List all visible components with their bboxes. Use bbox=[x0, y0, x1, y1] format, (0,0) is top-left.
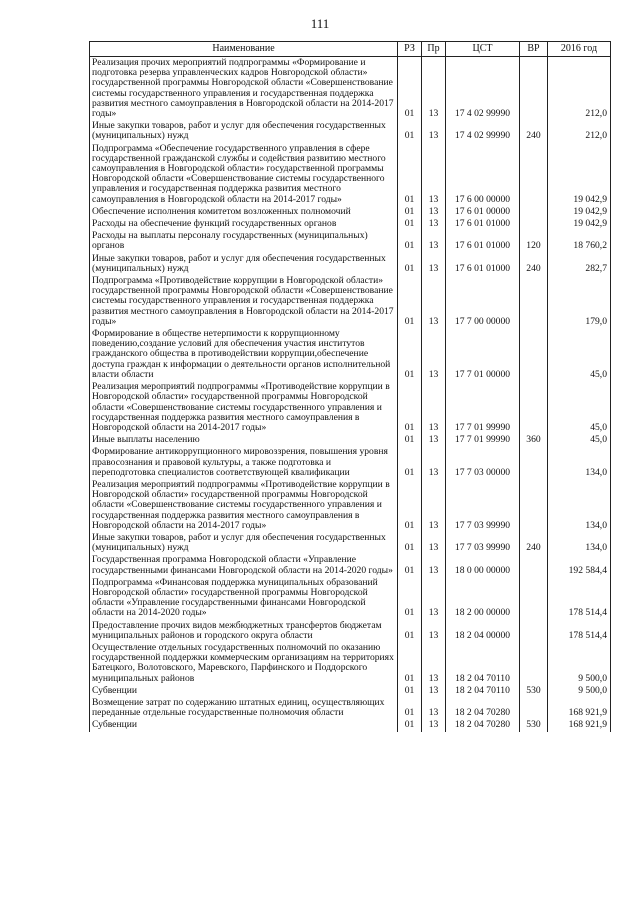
page-number: 111 bbox=[310, 16, 330, 31]
row-rz: 01 bbox=[398, 479, 422, 532]
row-pr: 13 bbox=[422, 253, 446, 275]
column-header-rz: РЗ bbox=[398, 42, 422, 57]
row-rz: 01 bbox=[398, 218, 422, 230]
row-vr bbox=[520, 577, 548, 620]
row-rz: 01 bbox=[398, 120, 422, 142]
row-pr: 13 bbox=[422, 230, 446, 252]
table-row bbox=[90, 479, 611, 532]
row-name: Субвенции bbox=[90, 685, 398, 697]
row-sum: 134,0 bbox=[548, 532, 611, 554]
row-sum: 168 921,9 bbox=[548, 697, 611, 719]
row-cst: 17 6 01 01000 bbox=[446, 230, 520, 252]
row-rz: 01 bbox=[398, 381, 422, 434]
row-pr: 13 bbox=[422, 381, 446, 434]
row-pr: 13 bbox=[422, 143, 446, 206]
row-pr: 13 bbox=[422, 446, 446, 479]
row-name: Реализация мероприятий подпрограммы «Противодействие коррупции в Новгородской области» государственной программы Новгородской области «Совершенствование системы государственного управления и государственная поддержка развития местного самоуправления в Новгородской области на 2014-2017 годы» bbox=[90, 381, 398, 434]
row-sum: 9 500,0 bbox=[548, 685, 611, 697]
row-cst: 17 7 01 99990 bbox=[446, 381, 520, 434]
row-sum: 19 042,9 bbox=[548, 206, 611, 218]
row-name: Иные закупки товаров, работ и услуг для обеспечения государственных (муниципальных) нужд bbox=[90, 532, 398, 554]
row-vr: 530 bbox=[520, 685, 548, 697]
table-row bbox=[90, 230, 611, 252]
row-cst: 18 0 00 00000 bbox=[446, 554, 520, 576]
row-rz: 01 bbox=[398, 57, 422, 121]
row-pr: 13 bbox=[422, 479, 446, 532]
row-rz: 01 bbox=[398, 434, 422, 446]
row-sum: 178 514,4 bbox=[548, 577, 611, 620]
row-rz: 01 bbox=[398, 446, 422, 479]
row-pr: 13 bbox=[422, 120, 446, 142]
row-sum: 134,0 bbox=[548, 479, 611, 532]
row-cst: 18 2 04 00000 bbox=[446, 620, 520, 642]
column-header-name: Наименование bbox=[90, 42, 398, 57]
budget-table bbox=[89, 41, 611, 732]
row-name: Возмещение затрат по содержанию штатных единиц, осуществляющих переданные отдельные государственные полномочия области bbox=[90, 697, 398, 719]
row-name: Подпрограмма «Обеспечение государственного управления в сфере государственной гражданской службы и содействия развитию местного самоуправления в Новгородской области» государственной программы Новгородской области «Совершенствование системы государственного управления и государственная поддержка развития местного самоуправления в Новгородской области на 2014-2017 годы» bbox=[90, 143, 398, 206]
row-name: Обеспечение исполнения комитетом возложенных полномочий bbox=[90, 206, 398, 218]
row-vr: 360 bbox=[520, 434, 548, 446]
column-header-cst: ЦСТ bbox=[446, 42, 520, 57]
table-row bbox=[90, 642, 611, 685]
table-header-row bbox=[90, 42, 611, 57]
row-sum: 212,0 bbox=[548, 120, 611, 142]
row-vr bbox=[520, 697, 548, 719]
row-pr: 13 bbox=[422, 620, 446, 642]
row-vr bbox=[520, 446, 548, 479]
table-row bbox=[90, 532, 611, 554]
row-rz: 01 bbox=[398, 253, 422, 275]
row-cst: 18 2 04 70280 bbox=[446, 719, 520, 731]
row-vr bbox=[520, 554, 548, 576]
row-vr bbox=[520, 479, 548, 532]
row-name: Формирование антикоррупционного мировоззрения, повышения уровня правосознания и правовой культуры, а также подготовка и переподготовка специалистов соответствующей квалификации bbox=[90, 446, 398, 479]
row-pr: 13 bbox=[422, 57, 446, 121]
table-row bbox=[90, 328, 611, 381]
row-cst: 18 2 04 70110 bbox=[446, 642, 520, 685]
row-name: Иные закупки товаров, работ и услуг для обеспечения государственных (муниципальных) нужд bbox=[90, 253, 398, 275]
row-name: Подпрограмма «Противодействие коррупции в Новгородской области» государственной программы Новгородской области «Совершенствование системы государственного управления и государственная поддержка развития местного самоуправления в Новгородской области на 2014-2017 годы» bbox=[90, 275, 398, 328]
row-name: Государственная программа Новгородской области «Управление государственными финансами Новгородской области на 2014-2020 годы» bbox=[90, 554, 398, 576]
row-sum: 179,0 bbox=[548, 275, 611, 328]
row-cst: 18 2 00 00000 bbox=[446, 577, 520, 620]
table-row bbox=[90, 381, 611, 434]
table-row bbox=[90, 253, 611, 275]
row-name: Реализация прочих мероприятий подпрограммы «Формирование и подготовка резерва управленческих кадров Новгородской области» государственной программы Новгородской области «Совершенствование системы государственного управления и государственная поддержка развития местного самоуправления в Новгородской области на 2014-2017 годы» bbox=[90, 57, 398, 121]
row-rz: 01 bbox=[398, 532, 422, 554]
row-rz: 01 bbox=[398, 554, 422, 576]
row-rz: 01 bbox=[398, 719, 422, 731]
table-row bbox=[90, 275, 611, 328]
row-pr: 13 bbox=[422, 685, 446, 697]
row-vr: 240 bbox=[520, 253, 548, 275]
row-rz: 01 bbox=[398, 620, 422, 642]
row-pr: 13 bbox=[422, 719, 446, 731]
row-vr: 530 bbox=[520, 719, 548, 731]
table-row bbox=[90, 143, 611, 206]
column-header-year: 2016 год bbox=[548, 42, 611, 57]
row-vr: 240 bbox=[520, 532, 548, 554]
row-cst: 17 6 00 00000 bbox=[446, 143, 520, 206]
row-cst: 18 2 04 70110 bbox=[446, 685, 520, 697]
row-rz: 01 bbox=[398, 642, 422, 685]
row-cst: 17 7 00 00000 bbox=[446, 275, 520, 328]
row-cst: 17 7 01 00000 bbox=[446, 328, 520, 381]
row-rz: 01 bbox=[398, 230, 422, 252]
row-name: Осуществление отдельных государственных полномочий по оказанию государственной поддержки коммерческим организациям на территориях Батецкого, Волотовского, Маревского, Парфинского и Поддорского муниципальных районов bbox=[90, 642, 398, 685]
row-name: Субвенции bbox=[90, 719, 398, 731]
row-sum: 212,0 bbox=[548, 57, 611, 121]
row-cst: 17 7 03 99990 bbox=[446, 479, 520, 532]
row-cst: 17 7 03 99990 bbox=[446, 532, 520, 554]
table-row bbox=[90, 719, 611, 731]
row-pr: 13 bbox=[422, 554, 446, 576]
row-cst: 17 4 02 99990 bbox=[446, 57, 520, 121]
row-sum: 168 921,9 bbox=[548, 719, 611, 731]
column-header-vr: ВР bbox=[520, 42, 548, 57]
row-sum: 19 042,9 bbox=[548, 143, 611, 206]
row-sum: 45,0 bbox=[548, 434, 611, 446]
row-vr bbox=[520, 642, 548, 685]
table-row bbox=[90, 685, 611, 697]
row-name: Реализация мероприятий подпрограммы «Противодействие коррупции в Новгородской области» государственной программы Новгородской области «Совершенствование системы государственного управления и государственная поддержка развития местного самоуправления в Новгородской области на 2014-2017 годы» bbox=[90, 479, 398, 532]
table-row bbox=[90, 554, 611, 576]
row-sum: 45,0 bbox=[548, 381, 611, 434]
row-sum: 178 514,4 bbox=[548, 620, 611, 642]
table-row bbox=[90, 446, 611, 479]
row-cst: 17 4 02 99990 bbox=[446, 120, 520, 142]
row-cst: 17 6 01 00000 bbox=[446, 206, 520, 218]
row-vr: 240 bbox=[520, 120, 548, 142]
row-pr: 13 bbox=[422, 697, 446, 719]
row-name: Предоставление прочих видов межбюджетных трансфертов бюджетам муниципальных районов и городского округа области bbox=[90, 620, 398, 642]
row-pr: 13 bbox=[422, 642, 446, 685]
row-name: Формирование в обществе нетерпимости к коррупционному поведению,создание условий для обеспечения участия институтов гражданского общества в противодействии коррупции,обеспечение доступа граждан к информации о деятельности органов исполнительной власти области bbox=[90, 328, 398, 381]
row-name: Расходы на обеспечение функций государственных органов bbox=[90, 218, 398, 230]
row-vr bbox=[520, 206, 548, 218]
row-vr bbox=[520, 143, 548, 206]
row-sum: 282,7 bbox=[548, 253, 611, 275]
row-pr: 13 bbox=[422, 218, 446, 230]
row-vr: 120 bbox=[520, 230, 548, 252]
row-vr bbox=[520, 328, 548, 381]
row-name: Иные закупки товаров, работ и услуг для обеспечения государственных (муниципальных) нужд bbox=[90, 120, 398, 142]
table-row bbox=[90, 120, 611, 142]
row-pr: 13 bbox=[422, 275, 446, 328]
row-name: Расходы на выплаты персоналу государственных (муниципальных) органов bbox=[90, 230, 398, 252]
row-sum: 192 584,4 bbox=[548, 554, 611, 576]
row-cst: 17 6 01 01000 bbox=[446, 253, 520, 275]
row-rz: 01 bbox=[398, 577, 422, 620]
table-row bbox=[90, 697, 611, 719]
row-pr: 13 bbox=[422, 328, 446, 381]
row-pr: 13 bbox=[422, 434, 446, 446]
row-rz: 01 bbox=[398, 328, 422, 381]
table-row bbox=[90, 57, 611, 121]
row-rz: 01 bbox=[398, 143, 422, 206]
row-cst: 17 7 03 00000 bbox=[446, 446, 520, 479]
row-rz: 01 bbox=[398, 275, 422, 328]
table-row bbox=[90, 218, 611, 230]
row-vr bbox=[520, 620, 548, 642]
row-vr bbox=[520, 218, 548, 230]
row-sum: 9 500,0 bbox=[548, 642, 611, 685]
row-sum: 18 760,2 bbox=[548, 230, 611, 252]
row-rz: 01 bbox=[398, 685, 422, 697]
table-row bbox=[90, 620, 611, 642]
table-row bbox=[90, 577, 611, 620]
row-sum: 45,0 bbox=[548, 328, 611, 381]
row-vr bbox=[520, 275, 548, 328]
row-pr: 13 bbox=[422, 206, 446, 218]
row-name: Иные выплаты населению bbox=[90, 434, 398, 446]
row-rz: 01 bbox=[398, 206, 422, 218]
row-cst: 17 6 01 01000 bbox=[446, 218, 520, 230]
row-rz: 01 bbox=[398, 697, 422, 719]
row-name: Подпрограмма «Финансовая поддержка муниципальных образований Новгородской области» государственной программы Новгородской области «Управление государственными финансами Новгородской области на 2014-2020 годы» bbox=[90, 577, 398, 620]
column-header-pr: Пр bbox=[422, 42, 446, 57]
row-vr bbox=[520, 381, 548, 434]
table-row bbox=[90, 206, 611, 218]
row-vr bbox=[520, 57, 548, 121]
table-row bbox=[90, 434, 611, 446]
row-sum: 134,0 bbox=[548, 446, 611, 479]
row-pr: 13 bbox=[422, 532, 446, 554]
row-cst: 17 7 01 99990 bbox=[446, 434, 520, 446]
row-sum: 19 042,9 bbox=[548, 218, 611, 230]
row-cst: 18 2 04 70280 bbox=[446, 697, 520, 719]
row-pr: 13 bbox=[422, 577, 446, 620]
